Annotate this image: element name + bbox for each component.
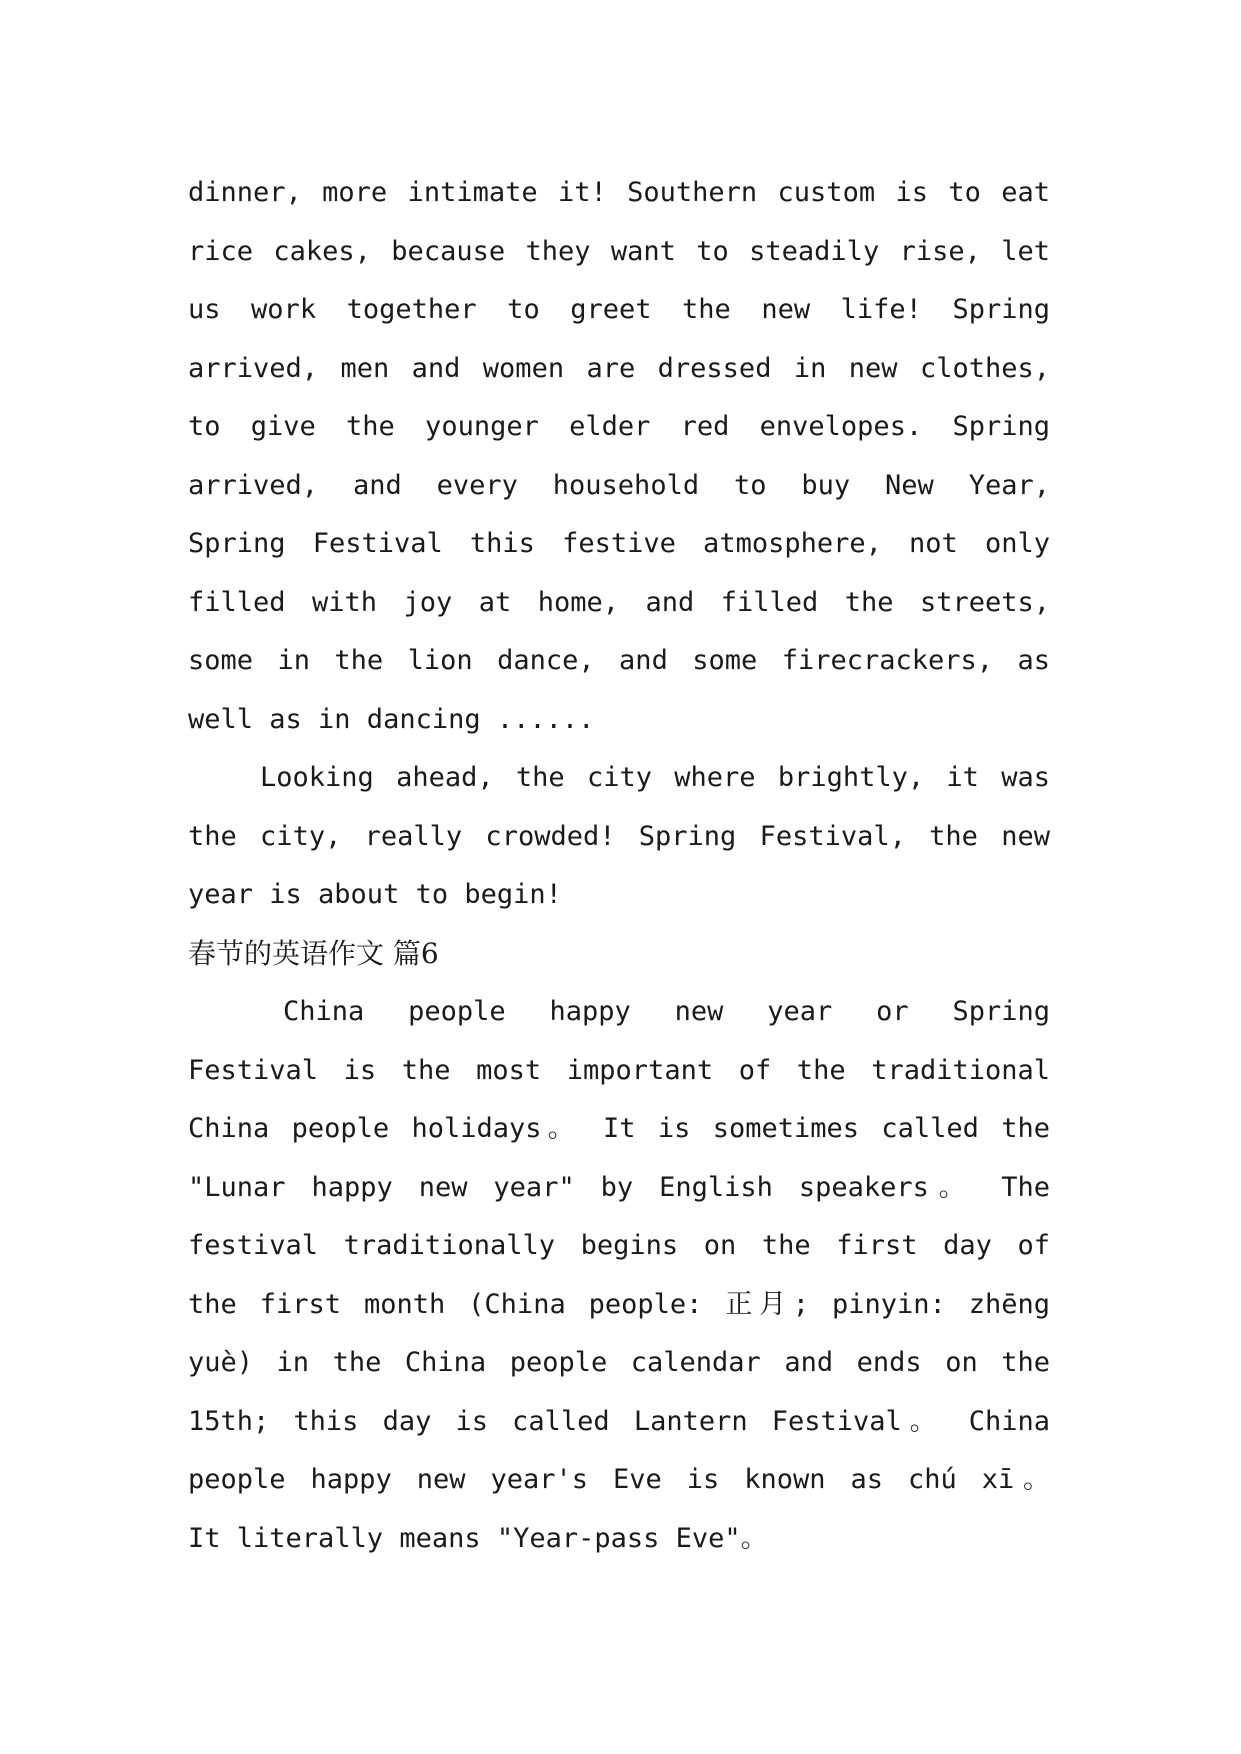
text-line: Looking ahead, the city where brightly, it was [260,762,1050,793]
paragraph-chinese-new-year [188,983,1050,1568]
text-line: yuè) in the China people calendar and ends on the [188,1347,1050,1378]
text-line: Spring Festival this festive atmosphere, not only [188,528,1050,559]
text-line: some in the lion dance, and some firecrackers, as [188,645,1050,676]
section-heading: 春节的英语作文 篇6 [188,936,439,970]
document-body [188,164,1050,1568]
text-line: China people holidays。 It is sometimes called the [188,1113,1050,1144]
text-line: the first month (China people: 正月; pinyin: zhēng [188,1288,1050,1320]
text-line: "Lunar happy new year" by English speakers。 The [188,1171,1050,1203]
text-line: dinner, more intimate it! Southern custom is to eat [188,177,1050,208]
text-line: Festival is the most important of the traditional [188,1054,1050,1086]
paragraph-spring-customs [188,164,1050,749]
text-line: arrived, men and women are dressed in new clothes, [188,352,1050,384]
text-line: It literally means "Year-pass Eve"。 [188,1522,768,1554]
text-line: us work together to greet the new life! Spring [188,294,1050,325]
text-line: well as in dancing ...... [188,703,595,735]
text-line: China people happy new year or Spring [283,996,1050,1027]
text-line: festival traditionally begins on the first day of [188,1230,1050,1261]
text-line: people happy new year's Eve is known as chú xī。 [188,1464,1050,1495]
text-line: year is about to begin! [188,879,562,910]
paragraph-looking-ahead [188,749,1050,925]
text-line: the city, really crowded! Spring Festival, the new [188,820,1050,852]
text-line: to give the younger elder red envelopes. Spring [188,411,1050,442]
text-line: arrived, and every household to buy New Year, [188,469,1050,501]
text-line: 15th; this day is called Lantern Festival。 China [188,1405,1050,1437]
text-line: rice cakes, because they want to steadily rise, let [188,235,1050,267]
text-line: filled with joy at home, and filled the streets, [188,586,1050,618]
